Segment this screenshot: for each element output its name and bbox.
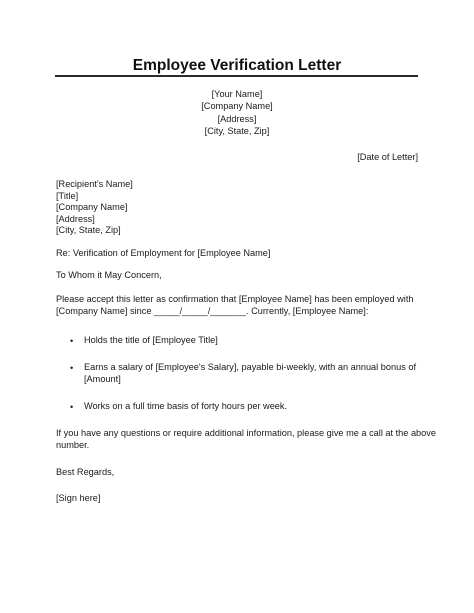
recipient-title: [Title]	[56, 190, 79, 201]
bullet-icon: •	[70, 336, 74, 346]
intro-line-2: [Company Name] since _____/_____/_______. Currently, [Employee Name]:	[56, 305, 369, 316]
intro-paragraph	[56, 294, 413, 317]
closing-paragraph	[56, 428, 436, 451]
signoff: Best Regards,	[56, 467, 115, 477]
bullet-text: Holds the title of [Employee Title]	[84, 335, 218, 345]
closing-line-2: number.	[56, 439, 90, 450]
sender-address: [Address]	[217, 113, 257, 124]
intro-line-1: Please accept this letter as confirmation that [Employee Name] has been employed with	[56, 294, 414, 304]
title-divider	[55, 75, 418, 77]
bullet-icon: •	[70, 402, 74, 412]
bullet-text: Works on a full time basis of forty hours per week.	[84, 401, 288, 411]
subject-line: Re: Verification of Employment for [Employee Name]	[56, 248, 271, 258]
bullet-icon: •	[70, 363, 74, 373]
closing-line-1: If you have any questions or require additional information, please give me a call at the above	[56, 428, 436, 438]
signature-placeholder: [Sign here]	[56, 493, 101, 503]
letter-date: [Date of Letter]	[357, 152, 418, 162]
bullet-text-line-2: [Amount]	[84, 373, 121, 384]
salutation: To Whom it May Concern,	[56, 270, 162, 280]
recipient-block	[56, 179, 133, 237]
recipient-city: [City, State, Zip]	[56, 225, 121, 235]
sender-company: [Company Name]	[201, 101, 273, 112]
recipient-name: [Recipient's Name]	[56, 179, 133, 189]
bullet-text	[84, 362, 416, 385]
bullet-text-line-1: Earns a salary of [Employee's Salary], payable bi-weekly, with an annual bonus of	[84, 362, 417, 372]
recipient-address: [Address]	[56, 213, 95, 224]
sender-name: [Your Name]	[211, 89, 263, 99]
sender-city: [City, State, Zip]	[204, 125, 270, 136]
sender-block	[0, 89, 474, 138]
recipient-company: [Company Name]	[56, 202, 128, 212]
document-title: Employee Verification Letter	[132, 57, 342, 74]
